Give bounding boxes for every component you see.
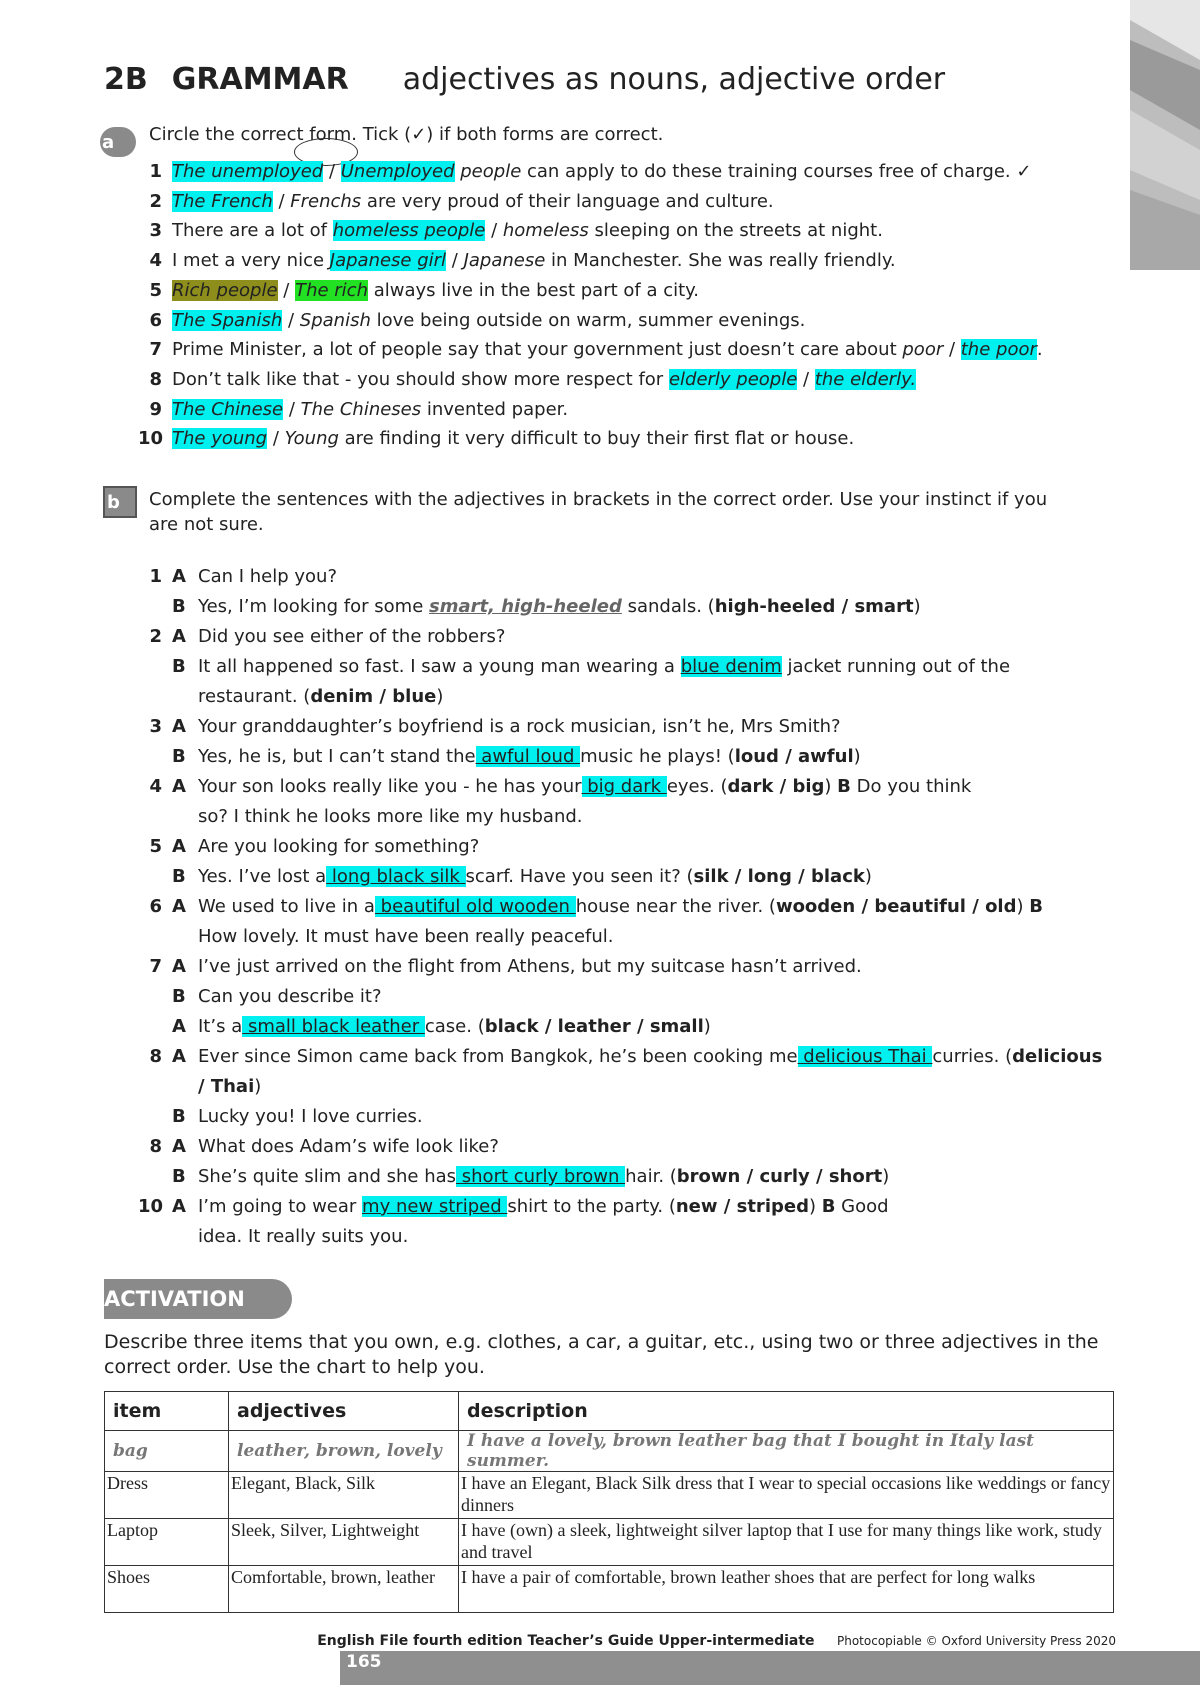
speaker-label: B xyxy=(172,746,186,767)
exercise-b-line xyxy=(172,1046,1102,1067)
answer-blank: big dark xyxy=(581,776,667,797)
speaker-label: B xyxy=(1029,896,1043,917)
item-number: 6 xyxy=(149,309,162,331)
exercise-b-line xyxy=(172,1016,711,1037)
line-text: Yes, I’m looking for some xyxy=(198,596,429,617)
item-number: 1 xyxy=(149,566,162,587)
speaker-label: A xyxy=(172,776,186,797)
option-separator: / xyxy=(267,428,285,450)
exercise-b-line xyxy=(198,686,443,707)
line-text: Yes. I’ve lost a xyxy=(198,866,327,887)
option-1: The French xyxy=(172,190,273,212)
exercise-b-line xyxy=(172,1106,423,1127)
exercise-a-item xyxy=(172,191,774,212)
option-1: Rich people xyxy=(172,279,278,301)
sentence-start: Prime Minister, a lot of people say that your government just doesn’t care about xyxy=(172,339,903,361)
sentence-start: Don’t talk like that - you should show more respect for xyxy=(172,368,669,390)
speaker-label: A xyxy=(172,716,186,737)
option-1: The Chinese xyxy=(172,398,284,420)
example-item: bag xyxy=(105,1431,229,1472)
speaker-label: B xyxy=(172,1166,186,1187)
speaker-label: B xyxy=(821,1196,836,1217)
line-text: ) xyxy=(436,686,444,707)
line-text: eyes. ( xyxy=(666,776,728,797)
footer-bar xyxy=(340,1651,1200,1685)
item-number: 8 xyxy=(149,1136,162,1157)
item-number: 8 xyxy=(149,368,162,390)
line-text: It’s a xyxy=(198,1016,243,1037)
activation-instruction-line: correct order. Use the chart to help you. xyxy=(104,1356,485,1378)
item-number: 2 xyxy=(149,626,162,647)
corner-decoration xyxy=(1130,0,1200,270)
exercise-b-line xyxy=(172,596,921,617)
option-separator: / xyxy=(797,368,815,390)
bracket-adjectives: denim / blue xyxy=(310,686,437,707)
answer-blank: short curly brown xyxy=(456,1166,626,1187)
line-text: music he plays! ( xyxy=(580,746,735,767)
bracket-adjectives: silk / long / black xyxy=(693,866,865,887)
line-text: restaurant. ( xyxy=(198,686,311,707)
line-text: Yes, he is, but I can’t stand the xyxy=(198,746,476,767)
speaker-label: A xyxy=(172,626,186,647)
line-text: ) xyxy=(864,866,872,887)
exercise-b-line xyxy=(172,566,337,587)
exercise-b-badge: b xyxy=(103,486,137,518)
exercise-b-line xyxy=(172,716,841,737)
line-text: Did you see either of the robbers? xyxy=(198,626,506,647)
exercise-a-item xyxy=(172,428,854,449)
bracket-adjectives: / Thai xyxy=(198,1076,255,1097)
option-2: The rich xyxy=(295,279,368,301)
line-text: Can I help you? xyxy=(198,566,338,587)
line-text: curries. ( xyxy=(932,1046,1013,1067)
activation-chart xyxy=(104,1391,1114,1613)
sentence-end: are finding it very difficult to buy their first flat or house. xyxy=(338,428,855,450)
bracket-adjectives: wooden / beautiful / old xyxy=(775,896,1017,917)
item-number: 7 xyxy=(149,956,162,977)
sentence-start: I met a very nice xyxy=(172,250,330,272)
page-number: 165 xyxy=(346,1652,382,1672)
copyright: Photocopiable © Oxford University Press 2020 xyxy=(837,1634,1116,1648)
exercise-a-item xyxy=(172,369,916,390)
line-text: Are you looking for something? xyxy=(198,836,480,857)
option-separator: / xyxy=(272,190,291,212)
exercise-b-line xyxy=(172,1196,889,1217)
exercise-b-instruction xyxy=(149,487,1047,537)
row-description[interactable]: I have an Elegant, Black Silk dress that I wear to special occasions like weddings or fancy dinners xyxy=(459,1472,1114,1519)
item-number: 2 xyxy=(149,190,162,212)
chart-header-description: description xyxy=(459,1392,1114,1431)
exercise-a-item xyxy=(172,339,1043,360)
sentence-italic: people xyxy=(454,161,522,182)
speaker-label: B xyxy=(172,656,186,677)
row-adjectives[interactable]: Comfortable, brown, leather xyxy=(229,1566,459,1613)
unit-code: 2B xyxy=(104,62,148,97)
answer-blank: beautiful old wooden xyxy=(374,896,576,917)
line-text: Ever since Simon came back from Bangkok, he’s been cooking me xyxy=(198,1046,798,1067)
chart-row xyxy=(105,1566,1114,1613)
exercise-b-line xyxy=(172,956,862,977)
speaker-label: B xyxy=(837,776,851,797)
row-description[interactable]: I have a pair of comfortable, brown leather shoes that are perfect for long walks xyxy=(459,1566,1114,1613)
page-title xyxy=(104,62,945,97)
exercise-a-badge: a xyxy=(100,127,136,157)
line-text: sandals. ( xyxy=(621,596,715,617)
sentence-end: invented paper. xyxy=(421,398,569,420)
line-text: Lucky you! I love curries. xyxy=(198,1106,423,1127)
exercise-b-instruction-line: Complete the sentences with the adjectives in brackets in the correct order. Use your instinct if you xyxy=(149,489,1048,510)
option-2: the poor xyxy=(960,339,1037,361)
speaker-label: A xyxy=(172,566,186,587)
exercise-a-instruction: Circle the correct form. Tick (✓) if both forms are correct. xyxy=(149,124,664,145)
bracket-adjectives: dark / big xyxy=(727,776,825,797)
option-1: homeless people xyxy=(332,220,486,242)
option-separator: / xyxy=(446,250,464,272)
line-text: ) xyxy=(703,1016,711,1037)
option-2: Japanese xyxy=(463,250,546,272)
item-number: 10 xyxy=(138,428,164,450)
exercise-b-line xyxy=(172,656,1010,677)
answer-blank: my new striped xyxy=(362,1196,508,1217)
exercise-a-item xyxy=(172,250,896,271)
bracket-adjectives: high-heeled / smart xyxy=(714,596,914,617)
line-text: What does Adam’s wife look like? xyxy=(198,1136,499,1157)
activation-instruction xyxy=(104,1330,1098,1380)
speaker-label: B xyxy=(172,986,186,1007)
row-item[interactable]: Laptop xyxy=(105,1519,229,1566)
line-text: ) xyxy=(1016,896,1030,917)
exercise-b-line xyxy=(172,896,1043,917)
item-number: 3 xyxy=(149,716,162,737)
option-1: Japanese girl xyxy=(329,250,447,272)
line-text: so? I think he looks more like my husband. xyxy=(198,806,583,827)
option-separator: / xyxy=(282,309,300,331)
line-text: ) xyxy=(913,596,921,617)
exercise-b-line xyxy=(172,836,479,857)
bracket-adjectives: loud / awful xyxy=(734,746,854,767)
item-number: 4 xyxy=(149,776,162,797)
chart-header-adjectives: adjectives xyxy=(229,1392,459,1431)
item-number: 6 xyxy=(149,896,162,917)
exercise-b-line xyxy=(198,1226,408,1247)
item-number: 9 xyxy=(149,398,162,420)
line-text: ) xyxy=(824,776,838,797)
sentence-end: . xyxy=(1036,339,1043,361)
option-separator: / xyxy=(485,220,503,242)
item-number: 7 xyxy=(149,339,162,361)
section-label: GRAMMAR xyxy=(171,62,349,97)
option-2: Frenchs xyxy=(290,190,362,212)
chart-row xyxy=(105,1472,1114,1519)
speaker-label: B xyxy=(172,596,186,617)
line-text: house near the river. ( xyxy=(575,896,776,917)
line-text: Good xyxy=(835,1196,889,1217)
line-text: How lovely. It must have been really peaceful. xyxy=(198,926,614,947)
line-text: shirt to the party. ( xyxy=(507,1196,676,1217)
exercise-a-item xyxy=(172,280,699,301)
sentence-end: love being outside on warm, summer evenings. xyxy=(370,309,806,331)
item-number: 10 xyxy=(138,1196,164,1217)
book-title: English File fourth edition Teacher’s Guide Upper-intermediate xyxy=(317,1633,815,1649)
row-adjectives[interactable]: Elegant, Black, Silk xyxy=(229,1472,459,1519)
option-2: The Chineses xyxy=(300,398,422,420)
line-text: It all happened so fast. I saw a young man wearing a xyxy=(198,656,681,677)
answer-blank: awful loud xyxy=(475,746,581,767)
option-2: homeless xyxy=(502,220,589,242)
option-1: The young xyxy=(172,428,268,450)
exercise-b-line xyxy=(172,626,505,647)
sentence-end: always live in the best part of a city. xyxy=(367,279,699,301)
line-text: case. ( xyxy=(424,1016,485,1037)
line-text: jacket running out of the xyxy=(781,656,1011,677)
speaker-label: B xyxy=(172,1106,186,1127)
line-text: I’ve just arrived on the flight from Athens, but my suitcase hasn’t arrived. xyxy=(198,956,862,977)
item-number: 4 xyxy=(149,250,162,272)
option-1: elderly people xyxy=(668,368,798,390)
exercise-a-item xyxy=(172,399,568,420)
exercise-a-item xyxy=(172,310,805,331)
option-2: Young xyxy=(284,428,339,450)
row-adjectives[interactable]: Sleek, Silver, Lightweight xyxy=(229,1519,459,1566)
line-text: We used to live in a xyxy=(198,896,375,917)
line-text: ) xyxy=(254,1076,262,1097)
bracket-adjectives: new / striped xyxy=(675,1196,809,1217)
line-text: I’m going to wear xyxy=(198,1196,363,1217)
bracket-adjectives: black / leather / small xyxy=(484,1016,704,1037)
exercise-a-item xyxy=(172,220,883,241)
option-2: Spanish xyxy=(299,309,371,331)
answer-blank: smart, high-heeled xyxy=(429,596,622,617)
speaker-label: A xyxy=(172,836,186,857)
exercise-a-item xyxy=(172,161,1031,182)
option-separator: / xyxy=(943,339,961,361)
exercise-b-instruction-line: are not sure. xyxy=(149,514,264,535)
bracket-adjectives: delicious xyxy=(1012,1046,1103,1067)
sentence-start: There are a lot of xyxy=(172,220,333,242)
sentence-end: in Manchester. She was really friendly. xyxy=(545,250,896,272)
speaker-label: A xyxy=(172,1046,186,1067)
sentence-end: sleeping on the streets at night. xyxy=(588,220,883,242)
exercise-b-line xyxy=(172,746,861,767)
example-adjectives: leather, brown, lovely xyxy=(229,1431,459,1472)
line-text: She’s quite slim and she has xyxy=(198,1166,457,1187)
line-text: idea. It really suits you. xyxy=(198,1226,409,1247)
exercise-b-line xyxy=(172,776,971,797)
option-separator: / xyxy=(323,161,341,182)
option-separator: / xyxy=(283,398,301,420)
exercise-b-line xyxy=(172,866,872,887)
exercise-b-line xyxy=(198,806,583,827)
speaker-label: A xyxy=(172,1136,186,1157)
answer-blank: delicious Thai xyxy=(797,1046,933,1067)
item-number: 1 xyxy=(149,161,162,182)
option-2: the elderly. xyxy=(814,368,917,390)
line-text: ) xyxy=(808,1196,822,1217)
item-number: 8 xyxy=(149,1046,162,1067)
example-description: I have a lovely, brown leather bag that I bought in Italy last summer. xyxy=(459,1431,1114,1472)
item-number: 5 xyxy=(149,836,162,857)
option-separator: / xyxy=(277,279,296,301)
speaker-label: A xyxy=(172,1016,186,1037)
line-text: Can you describe it? xyxy=(198,986,382,1007)
exercise-b-line xyxy=(198,926,614,947)
line-text: ) xyxy=(853,746,861,767)
row-description[interactable]: I have (own) a sleek, lightweight silver laptop that I use for many things like work, study and travel xyxy=(459,1519,1114,1566)
line-text: scarf. Have you seen it? ( xyxy=(465,866,694,887)
speaker-label: A xyxy=(172,956,186,977)
option-1: The unemployed xyxy=(172,161,324,182)
chart-example-row xyxy=(105,1431,1114,1472)
line-text: Do you think xyxy=(850,776,972,797)
sentence-end: can apply to do these training courses free of charge. ✓ xyxy=(521,161,1032,182)
sentence-end: are very proud of their language and culture. xyxy=(361,190,774,212)
item-number: 5 xyxy=(149,279,162,301)
line-text: Your granddaughter’s boyfriend is a rock musician, isn’t he, Mrs Smith? xyxy=(198,716,841,737)
answer-blank: blue denim xyxy=(680,656,782,677)
activation-instruction-line: Describe three items that you own, e.g. clothes, a car, a guitar, etc., using two or three adjectives in the xyxy=(104,1331,1099,1353)
chart-header-item: item xyxy=(105,1392,229,1431)
answer-blank: long black silk xyxy=(326,866,466,887)
option-2: Unemployed xyxy=(340,161,455,182)
exercise-b-line xyxy=(198,1076,261,1097)
exercise-b-line xyxy=(172,1136,499,1157)
chart-row xyxy=(105,1519,1114,1566)
speaker-label: B xyxy=(172,866,186,887)
bracket-adjectives: brown / curly / short xyxy=(676,1166,883,1187)
chart-header-row xyxy=(105,1392,1114,1431)
option-1: The Spanish xyxy=(172,309,283,331)
activation-tab: ACTIVATION xyxy=(104,1279,292,1319)
answer-blank: small black leather xyxy=(242,1016,425,1037)
speaker-label: A xyxy=(172,896,186,917)
speaker-label: A xyxy=(172,1196,186,1217)
footer-credit xyxy=(317,1633,1116,1649)
line-text: hair. ( xyxy=(625,1166,677,1187)
line-text: Your son looks really like you - he has your xyxy=(198,776,582,797)
item-number: 3 xyxy=(149,220,162,242)
row-item[interactable]: Shoes xyxy=(105,1566,229,1613)
topic-label: adjectives as nouns, adjective order xyxy=(402,62,946,97)
line-text: ) xyxy=(882,1166,890,1187)
row-item[interactable]: Dress xyxy=(105,1472,229,1519)
exercise-b-line xyxy=(172,1166,889,1187)
option-1: poor xyxy=(902,339,944,361)
exercise-b-line xyxy=(172,986,382,1007)
